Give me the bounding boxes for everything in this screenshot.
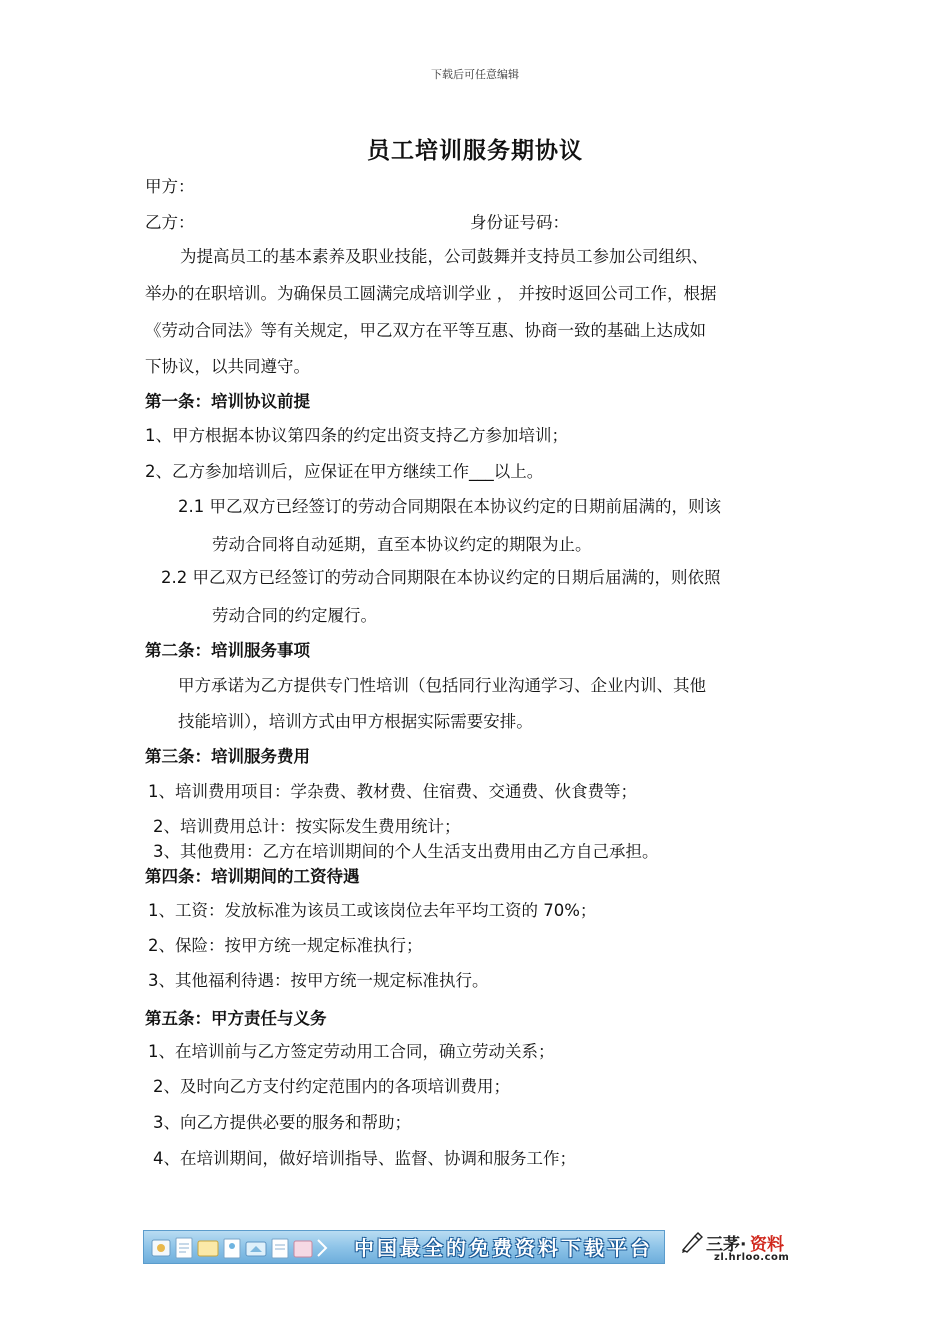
brand-logo[interactable] xyxy=(680,1228,810,1268)
article-1-item: 劳动合同将自动延期，直至本协议约定的期限为止。 xyxy=(212,535,592,554)
banner-decoration-icon xyxy=(150,1234,330,1262)
article-1-item: 2.2 甲乙双方已经签订的劳动合同期限在本协议约定的日期后届满的，则依照 xyxy=(161,568,721,587)
article-2-heading: 第二条：培训服务事项 xyxy=(145,641,310,660)
intro-line: 举办的在职培训。为确保员工圆满完成培训学业 ， 并按时返回公司工作，根据 xyxy=(145,284,717,303)
article-3-heading: 第三条：培训服务费用 xyxy=(145,747,310,766)
article-4-heading: 第四条：培训期间的工资待遇 xyxy=(145,867,360,886)
brand-name-accent: 资料 xyxy=(750,1235,784,1255)
article-3-item: 2、培训费用总计：按实际发生费用统计； xyxy=(153,817,461,836)
id-number-label: 身份证号码： xyxy=(470,213,569,232)
intro-line: 《劳动合同法》等有关规定，甲乙双方在平等互惠、协商一致的基础上达成如 xyxy=(145,321,706,340)
brand-url: zl.hrloo.com xyxy=(714,1252,790,1263)
article-4-item: 3、其他福利待遇：按甲方统一规定标准执行。 xyxy=(148,971,489,990)
article-2-item: 技能培训），培训方式由甲方根据实际需要安排。 xyxy=(178,712,533,731)
article-5-item: 3、向乙方提供必要的服务和帮助； xyxy=(153,1113,411,1132)
article-5-heading: 第五条：甲方责任与义务 xyxy=(145,1009,327,1028)
article-1-item: 2、乙方参加培训后，应保证在甲方继续工作___以上。 xyxy=(145,462,544,481)
party-a-label: 甲方： xyxy=(145,177,195,196)
banner-text: 中国最全的免费资料下载平台 xyxy=(354,1236,653,1260)
article-5-item: 1、在培训前与乙方签定劳动用工合同，确立劳动关系； xyxy=(148,1042,555,1061)
brand-name: 三茅· xyxy=(706,1235,747,1255)
party-b-label: 乙方： xyxy=(145,213,195,232)
article-2-item: 甲方承诺为乙方提供专门性培训（包括同行业沟通学习、企业内训、其他 xyxy=(178,676,706,695)
document-title: 员工培训服务期协议 xyxy=(367,138,583,164)
article-5-item: 4、在培训期间，做好培训指导、监督、协调和服务工作； xyxy=(153,1149,576,1168)
article-4-item: 1、工资：发放标准为该员工或该岗位去年平均工资的 70%； xyxy=(148,901,597,920)
footer-banner[interactable] xyxy=(143,1230,665,1264)
article-1-item: 劳动合同的约定履行。 xyxy=(212,606,377,625)
article-3-item: 1、培训费用项目：学杂费、教材费、住宿费、交通费、伙食费等； xyxy=(148,782,637,801)
article-1-heading: 第一条：培训协议前提 xyxy=(145,392,310,411)
pen-icon xyxy=(680,1230,704,1254)
article-1-item: 1、甲方根据本协议第四条的约定出资支持乙方参加培训； xyxy=(145,426,568,445)
header-note: 下载后可任意编辑 xyxy=(431,68,519,81)
article-5-item: 2、及时向乙方支付约定范围内的各项培训费用； xyxy=(153,1077,510,1096)
intro-line: 为提高员工的基本素养及职业技能，公司鼓舞并支持员工参加公司组织、 xyxy=(180,247,708,266)
article-1-item: 2.1 甲乙双方已经签订的劳动合同期限在本协议约定的日期前届满的，则该 xyxy=(178,497,721,516)
article-3-item: 3、其他费用：乙方在培训期间的个人生活支出费用由乙方自己承担。 xyxy=(153,842,659,861)
intro-line: 下协议，以共同遵守。 xyxy=(145,357,310,376)
article-4-item: 2、保险：按甲方统一规定标准执行； xyxy=(148,936,423,955)
